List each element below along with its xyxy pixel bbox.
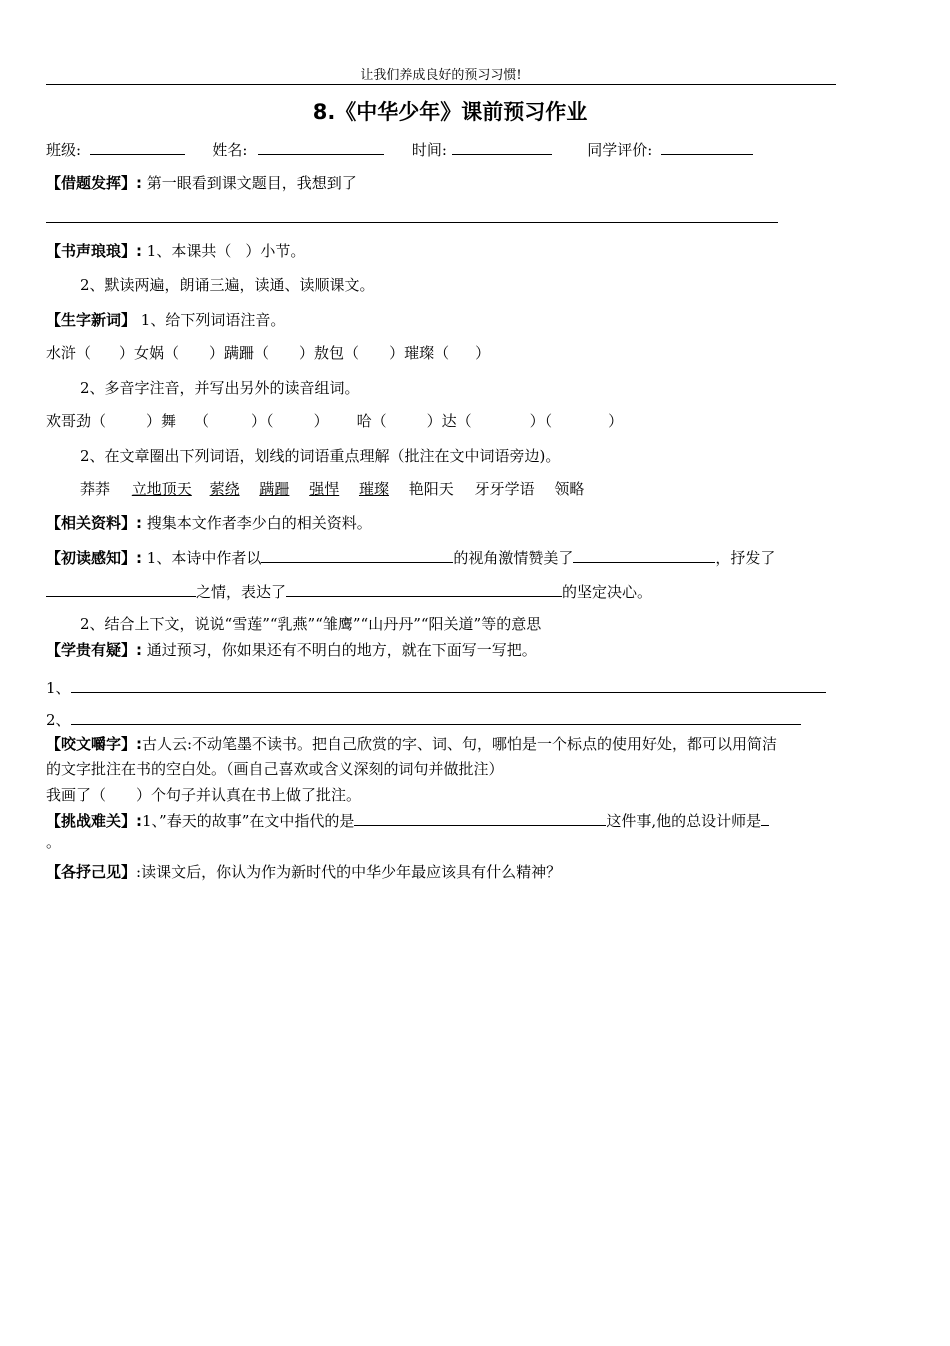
first-reading-q2: 2、结合上下文，说说“雪莲”“乳燕”“雏鹰”“山丹丹”“阳关道”等的意思	[80, 615, 542, 633]
section-text: 古人云:不动笔墨不读书。把自己欣赏的字、词、句，哪怕是一个标点的使用好处，都可以用简洁	[142, 735, 778, 753]
question-text: 这件事,他的总设计师是	[606, 812, 762, 830]
section-text: 第一眼看到课文题目，我想到了	[146, 174, 357, 192]
challenge-end: 。	[46, 833, 62, 851]
question-text: 的坚定决心。	[562, 583, 653, 601]
question-line-1	[46, 677, 826, 698]
word-item: ）璀璨（	[389, 344, 450, 362]
name-label: 姓名:	[212, 141, 248, 159]
poly-item: ）（	[251, 412, 274, 430]
answer-blank[interactable]	[71, 709, 801, 725]
section-brainstorm	[46, 173, 357, 193]
eval-field[interactable]	[661, 139, 753, 155]
vocab-word: 牙牙学语	[474, 480, 535, 498]
info-row	[46, 139, 753, 160]
section-label: 【书声琅琅】:	[46, 242, 142, 260]
page-header: 让我们养成良好的预习习惯!	[46, 64, 836, 85]
section-opinion	[46, 862, 561, 882]
poly-item: （	[194, 412, 210, 430]
question-text: 1、”春天的故事”在文中指代的是	[142, 812, 355, 830]
answer-blank[interactable]	[761, 810, 769, 826]
section-reading	[46, 241, 305, 261]
question-text: 我画了（	[46, 786, 107, 804]
answer-blank[interactable]	[71, 677, 826, 693]
poly-item: 欢哥劲（	[46, 412, 107, 430]
class-field[interactable]	[90, 139, 185, 155]
answer-blank[interactable]	[573, 547, 715, 563]
section-text: 搜集本文作者李少白的相关资料。	[146, 514, 372, 532]
section-challenge	[46, 810, 769, 831]
vocab-word-underlined: 璀璨	[358, 480, 389, 498]
question-text: 的视角激情赞美了	[453, 549, 574, 567]
question-text: ）小节。	[245, 242, 306, 260]
question-text: 1、本课共（	[146, 242, 232, 260]
question-text: ）个句子并认真在书上做了批注。	[136, 786, 362, 804]
vocab-word: 莽莽	[80, 480, 111, 498]
time-label: 时间:	[411, 141, 447, 159]
section-text: :读课文后，你认为作为新时代的中华少年最应该具有什么精神？	[136, 863, 562, 881]
word-item: ）女娲（	[119, 344, 180, 362]
section-label: 【生字新词】	[46, 311, 137, 329]
answer-blank[interactable]	[354, 810, 606, 826]
section-first-reading	[46, 547, 775, 568]
section-materials	[46, 513, 372, 533]
vocab-word: 领略	[554, 480, 585, 498]
section-label: 【咬文嚼字】:	[46, 735, 142, 753]
new-words-q3: 2、在文章圈出下列词语，划线的词语重点理解（批注在文中词语旁边)。	[80, 447, 561, 465]
section-label: 【学贵有疑】:	[46, 641, 142, 659]
first-reading-cont	[46, 581, 652, 602]
question-text: ，抒发了	[715, 549, 776, 567]
vocab-word: 艳阳天	[408, 480, 454, 498]
reading-q2: 2、默读两遍，朗诵三遍，读通、读顺课文。	[80, 276, 375, 294]
annotate-line-2: 的文字批注在书的空白处。（画自己喜欢或含义深刻的词句并做批注）	[46, 760, 504, 778]
section-text: 通过预习，你如果还有不明白的地方，就在下面写一写把。	[146, 641, 537, 659]
name-field[interactable]	[258, 139, 384, 155]
poly-item: ）	[313, 412, 329, 430]
vocab-word-underlined: 萦绕	[209, 480, 240, 498]
vocab-row	[80, 479, 584, 499]
vocab-word-underlined: 蹒跚	[259, 480, 290, 498]
word-item: ）	[475, 344, 491, 362]
word-item: 水浒（	[46, 344, 92, 362]
question-text: 之情，表达了	[196, 583, 287, 601]
answer-blank[interactable]	[46, 581, 196, 597]
section-questions	[46, 640, 537, 660]
poly-item: 哈（	[356, 412, 387, 430]
poly-item: ）	[608, 412, 624, 430]
poly-item: ）舞	[146, 412, 177, 430]
eval-label: 同学评价:	[587, 141, 653, 159]
new-words-q2: 2、多音字注音，并写出另外的读音组词。	[80, 379, 360, 397]
answer-blank[interactable]	[286, 581, 562, 597]
vocab-word-underlined: 强悍	[309, 480, 340, 498]
pinyin-row	[46, 343, 490, 363]
section-annotate	[46, 734, 777, 754]
class-label: 班级:	[46, 141, 82, 159]
word-item: ）蹒跚（	[209, 344, 270, 362]
poly-item: ）达（	[426, 412, 472, 430]
section-label: 【借题发挥】:	[46, 174, 142, 192]
section-new-words	[46, 310, 285, 330]
line-number: 2、	[46, 711, 71, 729]
question-text: 1、本诗中作者以	[146, 549, 262, 567]
line-number: 1、	[46, 679, 71, 697]
time-field[interactable]	[452, 139, 552, 155]
answer-line[interactable]	[46, 222, 778, 223]
section-label: 【挑战难关】:	[46, 812, 142, 830]
section-label: 【初读感知】:	[46, 549, 142, 567]
vocab-word-underlined: 立地顶天	[131, 480, 192, 498]
annotate-line-3	[46, 785, 361, 805]
answer-blank[interactable]	[261, 547, 453, 563]
page-title: 8.《中华少年》课前预习作业	[312, 100, 588, 124]
question-line-2	[46, 709, 801, 730]
question-text: 1、给下列词语注音。	[140, 311, 286, 329]
poly-item: ）（	[529, 412, 553, 430]
section-label: 【相关资料】:	[46, 514, 142, 532]
section-label: 【各抒己见】	[46, 863, 137, 881]
word-item: ）敖包（	[299, 344, 360, 362]
polyphone-row	[46, 411, 623, 431]
